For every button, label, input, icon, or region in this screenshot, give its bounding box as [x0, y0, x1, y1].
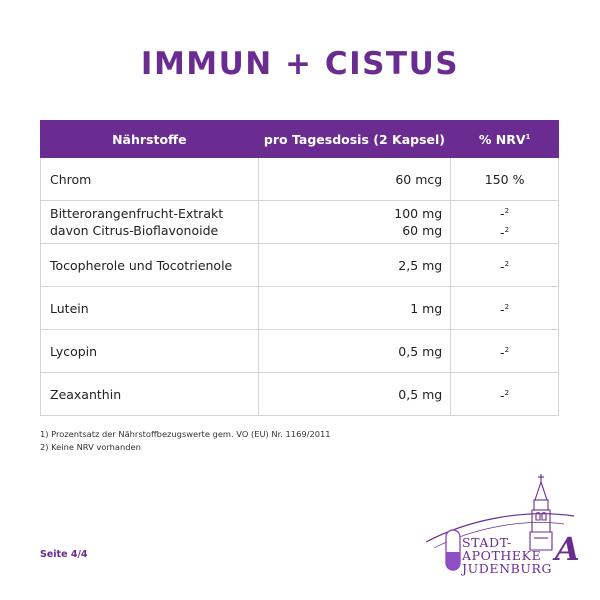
logo-line-3: JUDENBURG: [462, 561, 553, 576]
nrv-entry: [460, 256, 549, 275]
nutrient-name: Lycopin: [50, 343, 98, 359]
nrv-entry: [460, 385, 549, 404]
nrv-footnote-mark: 2: [504, 207, 510, 215]
nutrient-name: Bitterorangenfrucht-Extrakt: [50, 206, 224, 221]
table-row: [41, 244, 559, 287]
nrv-entry: [460, 171, 549, 188]
nutrient-table: [40, 120, 559, 416]
dose-cell: [258, 201, 451, 244]
table-header-row: [41, 121, 559, 158]
logo-line-2: APOTHEKE: [462, 548, 542, 563]
table-row: [41, 201, 559, 244]
header-dose: pro Tagesdosis (2 Kapsel): [258, 121, 451, 158]
nrv-footnote-mark: 2: [504, 226, 510, 234]
nutrient-cell: [41, 158, 259, 201]
nrv-cell: [451, 158, 559, 201]
nrv-cell: [451, 373, 559, 416]
nutrient-cell: [41, 330, 259, 373]
page-number: Seite 4/4: [40, 549, 88, 560]
header-nrv-footnote-mark: 1: [525, 132, 531, 141]
nrv-entry: [460, 342, 549, 361]
table-row: [41, 330, 559, 373]
nrv-entry: [460, 203, 549, 222]
nrv-footnote-mark: 2: [504, 259, 510, 268]
nrv-cell: [451, 201, 559, 244]
nutrient-name: Zeaxanthin: [50, 386, 122, 402]
nutrient-name: davon Citrus-Bioflavonoide: [50, 223, 219, 238]
nutrient-cell: [41, 244, 259, 287]
logo-monogram: A: [555, 530, 580, 568]
dose-value: 0,5 mg: [398, 343, 443, 359]
nrv-value: -: [500, 301, 505, 317]
nrv-cell: [451, 287, 559, 330]
dose-cell: [258, 330, 451, 373]
nrv-cell: [451, 244, 559, 287]
nrv-value: -: [500, 258, 505, 274]
nrv-footnote-mark: 2: [504, 345, 510, 354]
nrv-value: -: [500, 225, 505, 240]
nutrient-name: Tocopherole und Tocotrienole: [50, 257, 233, 273]
logo-line-1: STADT-: [462, 535, 512, 550]
dose-cell: [258, 287, 451, 330]
dose-value: 60 mcg: [395, 171, 443, 187]
footnote-1: 1) Prozentsatz der Nährstoffbezugswerte gem. VO (EU) Nr. 1169/2011: [40, 429, 331, 439]
nrv-cell: [451, 330, 559, 373]
header-nutrient: Nährstoffe: [41, 121, 259, 158]
church-tower-icon: [530, 474, 552, 550]
nutrient-cell: [41, 373, 259, 416]
dose-cell: [258, 158, 451, 201]
dose-value: 1 mg: [410, 300, 443, 316]
table-row: [41, 287, 559, 330]
footnotes: [40, 428, 331, 454]
nrv-footnote-mark: 2: [504, 302, 510, 311]
nrv-footnote-mark: 2: [504, 388, 510, 397]
nrv-value: -: [500, 387, 505, 403]
capsule-icon: [446, 530, 460, 570]
table-row: [41, 158, 559, 201]
dose-value: 0,5 mg: [398, 386, 443, 402]
dose-value: 60 mg: [402, 223, 443, 238]
dose-cell: [258, 373, 451, 416]
nrv-value: -: [500, 344, 505, 360]
dose-cell: [258, 244, 451, 287]
nutrient-name: Chrom: [50, 171, 92, 187]
nrv-entry: [460, 299, 549, 318]
header-nrv: [451, 121, 559, 158]
nrv-value: 150 %: [484, 171, 525, 187]
table-row: [41, 373, 559, 416]
nutrient-cell: [41, 201, 259, 244]
header-nrv-label: % NRV: [478, 131, 526, 147]
page-title: IMMUN + CISTUS: [140, 46, 460, 82]
dose-value: 2,5 mg: [398, 257, 443, 273]
nrv-entry: [460, 222, 549, 241]
nutrient-cell: [41, 287, 259, 330]
footnote-2: 2) Keine NRV vorhanden: [40, 442, 141, 452]
nutrient-name: Lutein: [50, 300, 89, 316]
nrv-value: -: [500, 206, 505, 221]
table-body: [41, 158, 559, 416]
dose-value: 100 mg: [394, 206, 443, 221]
